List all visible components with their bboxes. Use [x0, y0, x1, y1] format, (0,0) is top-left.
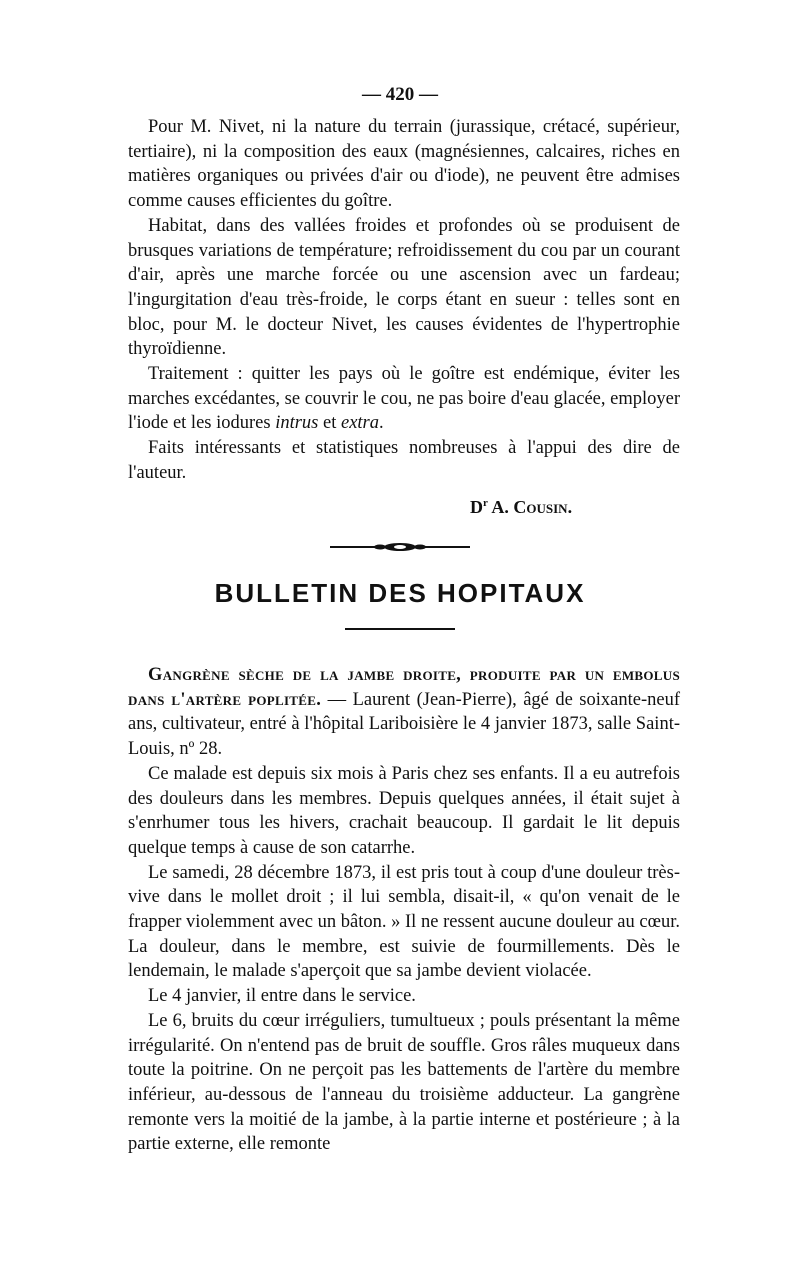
signature-superscript: r	[483, 497, 488, 509]
paragraph-text: Traitement : quitter les pays où le goître est endémique, éviter les marches excédantes, se couvrir le cou, ne pas boire d'eau glacée, employer l'iode et les iodures intrus et extra.	[128, 364, 680, 434]
italic-term: extra	[340, 413, 379, 434]
signature-prefix: D	[470, 497, 483, 517]
page-number: — 420 —	[362, 84, 438, 105]
paragraph	[128, 362, 680, 436]
case-intro: — Laurent (Jean-Pierre), âgé de soixante-neuf ans, cultivateur, entré à l'hôpital Lariboisière le 4 janvier 1873, salle Saint-Louis, nº 28.	[128, 689, 680, 760]
section-heading: BULLETIN DES HOPITAUX	[214, 578, 586, 608]
signature-name: A. Cousin.	[487, 497, 573, 517]
case-text	[128, 663, 680, 1157]
review-text	[128, 115, 680, 486]
case-title: Gangrène sèche de la jambe droite, produite par un embolus dans l'artère poplitée.	[128, 665, 680, 710]
paragraph: Pour M. Nivet, ni la nature du terrain (jurassique, crétacé, supérieur, tertiaire), ni la composition des eaux (magnésiennes, calcaires, riches en matières organiques ou privées d'air ou d'iode), ne peuvent être admises comme causes efficientes du goître.	[128, 117, 680, 212]
paragraph: Habitat, dans des vallées froides et profondes où se produisent de brusques variations de température; refroidissement du cou par un courant d'air, après une marche forcée ou une ascension avec un fardeau; l'ingurgitation d'eau très-froide, le corps étant en sueur : telles sont en bloc, pour M. le docteur Nivet, les causes évidentes de l'hypertrophie thyroïdienne.	[128, 215, 680, 360]
signature	[470, 497, 572, 518]
paragraph: Faits intéressants et statistiques nombreuses à l'appui des dire de l'auteur.	[128, 438, 680, 483]
paragraph: Le samedi, 28 décembre 1873, il est pris tout à coup d'une douleur très-vive dans le mollet droit ; il lui sembla, disait-il, « qu'on venait de le frapper violemment avec un bâton. » Il ne ressent aucune douleur au cœur. La douleur, dans le membre, est suivie de fourmillements. Dès le lendemain, le malade s'aperçoit que sa jambe devient violacée.	[128, 862, 680, 982]
paragraph	[128, 663, 680, 762]
paragraph: Ce malade est depuis six mois à Paris chez ses enfants. Il a eu autrefois des douleurs dans les membres. Depuis quelques années, il était sujet à s'enrhumer tous les hivers, crachait beaucoup. Il gardait le lit depuis quelque temps à cause de son catarrhe.	[128, 763, 680, 858]
paragraph: Le 6, bruits du cœur irréguliers, tumultueux ; pouls présentant la même irrégularité. On n'entend pas de bruit de souffle. Gros râles muqueux dans toute la poitrine. On ne perçoit pas les battements de l'artère du membre inférieur, au-dessous de l'anneau du troisième adducteur. La gangrène remonte vers la moitié de la jambe, à la partie interne et postérieure ; à la partie externe, elle remonte	[128, 1010, 680, 1155]
ornament-divider	[330, 542, 470, 552]
paragraph: Le 4 janvier, il entre dans le service.	[148, 986, 416, 1007]
italic-term: intrus	[275, 413, 319, 434]
heading-rule	[345, 628, 455, 630]
